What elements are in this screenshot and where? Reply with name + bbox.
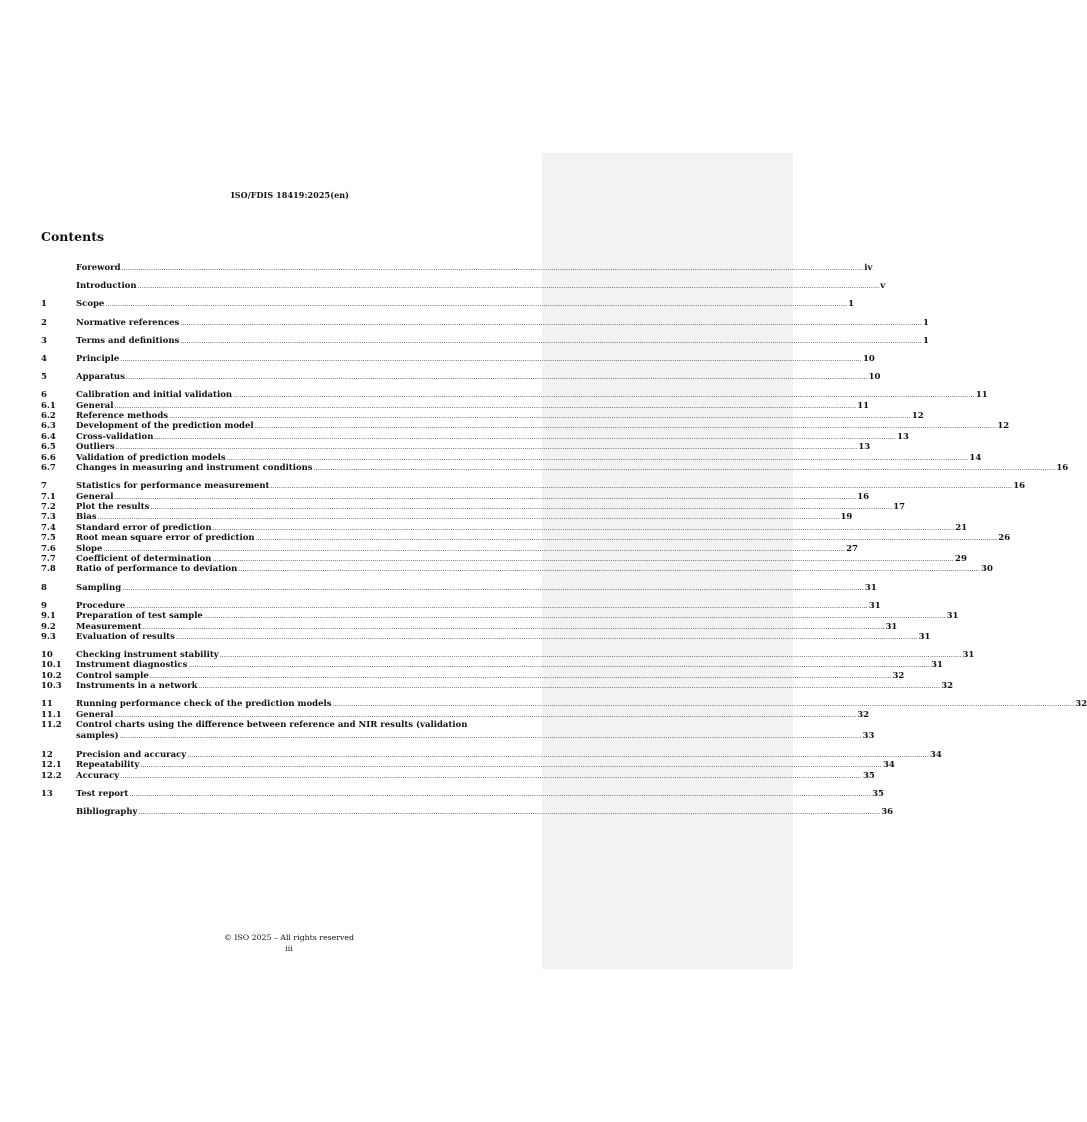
toc-entry-page: 31 [931,660,943,671]
toc-entry-number: 6.4 [41,431,56,442]
toc-dot-leader [143,623,885,633]
toc-entry[interactable] [41,299,855,310]
toc-dot-leader [126,373,868,383]
toc-entry-title: Bias [76,512,97,523]
toc-entry[interactable] [41,400,870,411]
toc-entry-page: 1 [923,317,929,328]
toc-entry-number: 7.6 [41,543,56,554]
toc-entry-number: 11.2 [41,720,62,731]
toc-entry-title: Sampling [76,582,122,593]
toc-entry-number: 10.1 [41,660,62,671]
toc-entry-page: 32 [857,709,870,720]
toc-entry[interactable] [41,533,1011,544]
toc-entry-page: 31 [962,650,975,661]
toc-entry-number: 9.3 [41,631,56,642]
toc-dot-leader [187,751,929,761]
toc-entry[interactable] [41,353,875,364]
toc-entry-title: Control charts using the difference between reference and NIR results (validation [76,720,468,731]
toc-entry-number: 3 [41,335,47,346]
toc-entry-number: 6.3 [41,421,56,432]
toc-entry-title: Outliers [76,442,115,453]
toc-entry-page: 16 [1056,463,1069,474]
toc-entry-number: 7.3 [41,512,56,523]
toc-entry-number: 7.8 [41,564,56,575]
toc-entry[interactable] [41,720,875,742]
toc-entry-page: 1 [848,299,855,310]
toc-dot-leader [138,282,880,292]
toc-entry[interactable] [41,670,905,681]
toc-entry-title: Test report [76,788,129,799]
toc-dot-leader [204,612,946,622]
toc-entry-page: 12 [997,421,1010,432]
toc-dot-leader [150,503,892,513]
toc-entry-title: Instrument diagnostics [76,660,188,671]
toc-entry-number: 7.5 [41,533,56,544]
toc-entry-page: 16 [857,491,870,502]
toc-entry-page: 12 [911,411,924,422]
toc-entry-page: 32 [941,681,954,692]
toc-entry-title: Statistics for performance measurement [76,481,270,492]
toc-entry-number: 5 [41,372,47,383]
toc-entry[interactable] [41,411,924,422]
toc-entry-title: Running performance check of the prediction models [76,699,332,710]
toc-entry-number: 13 [41,788,53,799]
toc-entry-page: 35 [862,770,875,781]
toc-dot-leader [213,524,955,534]
toc-entry[interactable] [41,543,858,554]
toc-entry-title: Plot the results [76,502,150,513]
toc-dot-leader [103,545,845,555]
toc-entry-title: Foreword [76,263,121,273]
toc-dot-leader [122,584,864,594]
toc-dot-leader [180,319,922,329]
toc-dot-leader [169,412,911,422]
toc-entry-number: 11.1 [41,709,62,720]
toc-entry-title: Cross-validation [76,431,154,442]
toc-entry[interactable] [41,770,875,781]
toc-entry-title: General [76,400,114,411]
toc-entry-number: 6.5 [41,442,56,453]
toc-entry-number: 1 [41,299,47,310]
toc-entry-number: 6.2 [41,411,56,422]
toc-entry-number: 2 [41,317,47,328]
toc-entry-title: Coefficient of determination [76,553,212,564]
toc-entry-number: 6 [41,390,47,401]
toc-dot-leader [120,772,862,782]
toc-entry-number: 8 [41,582,47,593]
toc-dot-leader [180,337,922,347]
toc-dot-leader [129,790,871,800]
toc-entry[interactable] [41,372,881,383]
toc-entry-page: 30 [981,564,993,575]
toc-entry[interactable] [41,621,898,632]
toc-entry[interactable] [41,709,870,720]
toc-entry-page: 31 [868,600,881,611]
toc-entry[interactable] [41,442,871,453]
toc-entry-page: 14 [969,452,982,463]
toc-entry-page: 11 [857,400,870,411]
toc-entry-title: Validation of prediction models [76,452,226,463]
toc-entry[interactable] [41,564,993,575]
toc-entry-title: Precision and accuracy [76,749,187,760]
toc-entry-page: 34 [883,760,895,771]
toc-entry[interactable] [41,681,954,692]
toc-entry-number: 7.1 [41,491,56,502]
toc-entry-number: 7 [41,481,47,492]
toc-entry-title: Root mean square error of prediction [76,533,255,544]
toc-dot-leader [212,555,954,565]
toc-entry-number: 10 [41,650,53,661]
toc-entry-number: 12.1 [41,760,62,771]
toc-entry[interactable] [41,452,982,463]
toc-entry-title: Bibliography [76,807,138,817]
toc-entry-title: Slope [76,543,103,554]
toc-entry-title: Evaluation of results [76,631,175,642]
page-footer [0,932,578,954]
copyright-notice: © ISO 2025 – All rights reserved [224,933,354,942]
toc-entry-title: Ratio of performance to deviation [76,564,238,575]
toc-entry[interactable] [41,749,942,760]
toc-dot-leader [227,454,969,464]
toc-entry-title: Standard error of prediction [76,522,212,533]
toc-dot-leader [138,808,880,818]
toc-dot-leader [220,651,962,661]
toc-entry-number: 11 [41,699,53,710]
toc-entry-page: 16 [1013,481,1026,492]
toc-entry-title: Calibration and initial validation [76,390,233,401]
toc-entry[interactable] [41,421,1010,432]
toc-entry-title: Instruments in a network [76,681,198,692]
toc-entry[interactable] [41,553,967,564]
toc-entry-page: 36 [881,807,894,817]
toc-entry[interactable] [41,660,943,671]
toc-entry-title: Procedure [76,600,126,611]
toc-entry-title: Measurement [76,621,142,632]
toc-entry-page: 11 [975,390,988,401]
toc-entry-title: Preparation of test sample [76,611,203,622]
toc-dot-leader [150,672,892,682]
toc-dot-leader [120,355,862,365]
toc-entry-page: 35 [872,788,884,799]
toc-entry-title: Principle [76,353,120,364]
toc-entry-number: 10.2 [41,670,62,681]
toc-entry[interactable] [41,390,988,401]
toc-entry-title-continued: samples) [76,730,119,741]
toc-entry[interactable] [41,481,1026,492]
toc-dot-leader [333,700,1075,710]
toc-dot-leader [270,482,1012,492]
toc-entry-number: 6.1 [41,400,56,411]
toc-entry-title: Apparatus [76,372,125,383]
page-number: iii [285,944,293,953]
toc-dot-leader [105,300,847,310]
toc-entry-page: 27 [846,543,858,554]
toc-entry[interactable] [41,281,886,292]
toc-dot-leader [126,602,868,612]
toc-entry-title: Development of the prediction model [76,421,254,432]
contents-heading: Contents [41,229,105,244]
toc-entry-number: 9 [41,600,47,611]
toc-entry-page: 13 [858,442,871,453]
toc-entry-page: 26 [998,533,1011,544]
toc-entry[interactable] [41,335,929,346]
toc-dot-leader [314,464,1056,474]
toc-entry-page: 31 [918,631,931,642]
toc-entry-number: 9.2 [41,621,56,632]
toc-entry-page: v [880,281,886,292]
toc-dot-leader [238,565,980,575]
toc-entry-title: Scope [76,299,105,310]
toc-entry[interactable] [41,611,959,622]
toc-entry[interactable] [41,431,909,442]
toc-entry-page: 13 [897,431,909,442]
toc-entry-page: 34 [929,749,942,760]
toc-entry-number: 7.7 [41,553,56,564]
table-of-contents [41,263,1087,817]
toc-dot-leader [154,433,896,443]
toc-entry[interactable] [41,491,870,502]
toc-dot-leader [122,264,864,274]
toc-entry-page: 29 [955,553,967,564]
toc-entry-title: Reference methods [76,411,169,422]
toc-entry[interactable] [41,631,931,642]
toc-entry-page: 32 [1075,699,1087,710]
toc-entry-page: 10 [868,372,881,383]
toc-entry-page: iv [864,263,873,273]
toc-entry-number: 12 [41,749,53,760]
toc-entry-page: 21 [955,522,968,533]
toc-dot-leader [114,402,856,412]
toc-entry-number: 10.3 [41,681,62,692]
toc-entry-title: Introduction [76,281,137,292]
toc-dot-leader [176,633,918,643]
toc-dot-leader [120,732,862,742]
toc-entry-title: Control sample [76,670,149,681]
toc-entry-title: Changes in measuring and instrument conditions [76,463,313,474]
toc-entry-number: 6.7 [41,463,56,474]
toc-dot-leader [140,761,882,771]
toc-entry[interactable] [41,807,894,817]
toc-entry[interactable] [41,463,1069,474]
toc-entry-page: 31 [885,621,898,632]
toc-entry-number: 12.2 [41,770,62,781]
toc-entry-page: 17 [893,502,906,513]
toc-dot-leader [256,534,998,544]
toc-entry[interactable] [41,699,1087,710]
toc-entry[interactable] [41,788,884,799]
toc-entry-page: 31 [946,611,959,622]
toc-dot-leader [255,422,997,432]
toc-entry-number: 7.2 [41,502,56,513]
toc-dot-leader [188,661,930,671]
toc-entry-number: 6.6 [41,452,56,463]
toc-entry-page: 31 [864,582,877,593]
toc-entry[interactable] [41,600,881,611]
toc-entry-number: 7.4 [41,522,56,533]
toc-entry[interactable] [41,512,853,523]
toc-entry-title: Repeatability [76,760,140,771]
toc-dot-leader [116,443,858,453]
toc-entry-title: Normative references [76,317,180,328]
toc-entry-title: Checking instrument stability [76,650,219,661]
toc-entry-number: 9.1 [41,611,56,622]
toc-entry[interactable] [41,317,929,328]
toc-entry-page: 33 [862,730,875,741]
toc-entry-page: 10 [863,353,875,364]
document-identifier: ISO/FDIS 18419:2025(en) [230,190,350,200]
toc-entry-number: 4 [41,353,47,364]
toc-entry[interactable] [41,760,895,771]
toc-entry[interactable] [41,263,873,273]
toc-entry[interactable] [41,522,968,533]
toc-entry-page: 32 [892,670,905,681]
toc-entry-title: Terms and definitions [76,335,180,346]
toc-entry[interactable] [41,582,877,593]
toc-entry[interactable] [41,502,906,513]
toc-entry-title: General [76,709,114,720]
toc-entry-page: 19 [840,512,853,523]
toc-dot-leader [198,682,940,692]
toc-dot-leader [114,493,856,503]
toc-entry-title: General [76,491,114,502]
toc-entry-page: 1 [923,335,929,346]
toc-entry[interactable] [41,650,975,661]
toc-entry-title: Accuracy [76,770,120,781]
